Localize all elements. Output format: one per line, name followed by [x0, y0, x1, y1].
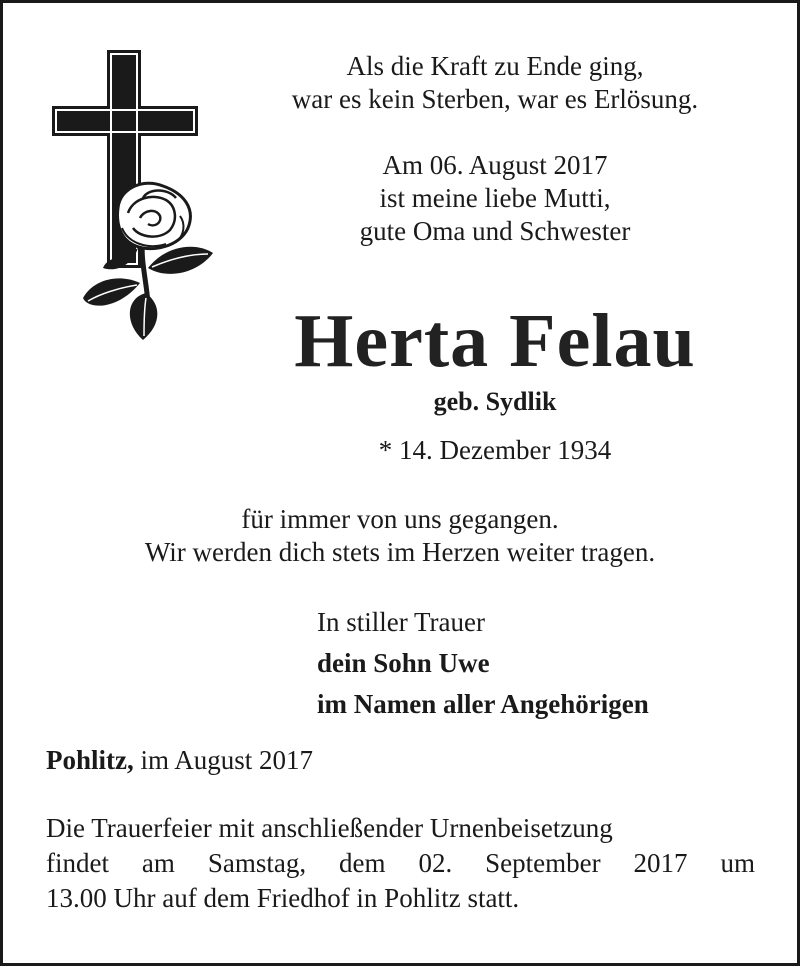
funeral-line-2: findet am Samstag, dem 02. September 2017 um	[46, 848, 755, 878]
epitaph-quote	[250, 50, 740, 116]
epitaph-line-1: Als die Kraft zu Ende ging,	[346, 51, 644, 81]
place-town: Pohlitz,	[46, 745, 134, 775]
funeral-line-1: Die Trauerfeier mit anschließender Urnenbeisetzung	[46, 813, 613, 843]
intro-line-3: gute Oma und Schwester	[359, 216, 631, 246]
mourners-line-2: dein Sohn Uwe	[317, 648, 490, 678]
epitaph-line-2: war es kein Sterben, war es Erlösung.	[291, 84, 699, 114]
place-date: im August 2017	[133, 745, 314, 775]
cross-with-rose-icon	[48, 48, 218, 348]
mourners-line-3: im Namen aller Angehörigen	[317, 689, 649, 719]
intro-line-2: ist meine liebe Mutti,	[379, 183, 611, 213]
deceased-name: Herta Felau	[294, 299, 696, 383]
rose-icon	[83, 183, 213, 340]
passing-line-2: Wir werden dich stets im Herzen weiter tragen.	[144, 537, 656, 567]
birth-date: * 14. Dezember 1934	[378, 435, 612, 465]
mourners-line-1: In stiller Trauer	[317, 607, 485, 637]
place-and-date	[46, 744, 313, 777]
funeral-line-3: 13.00 Uhr auf dem Friedhof in Pohlitz statt.	[46, 883, 520, 913]
announcement-intro	[250, 149, 740, 248]
mourners-block	[317, 602, 649, 725]
passing-text	[0, 503, 800, 569]
funeral-notice	[46, 811, 755, 916]
passing-line-1: für immer von uns gegangen.	[241, 504, 559, 534]
maiden-name: geb. Sydlik	[433, 387, 557, 416]
intro-line-1: Am 06. August 2017	[382, 150, 608, 180]
